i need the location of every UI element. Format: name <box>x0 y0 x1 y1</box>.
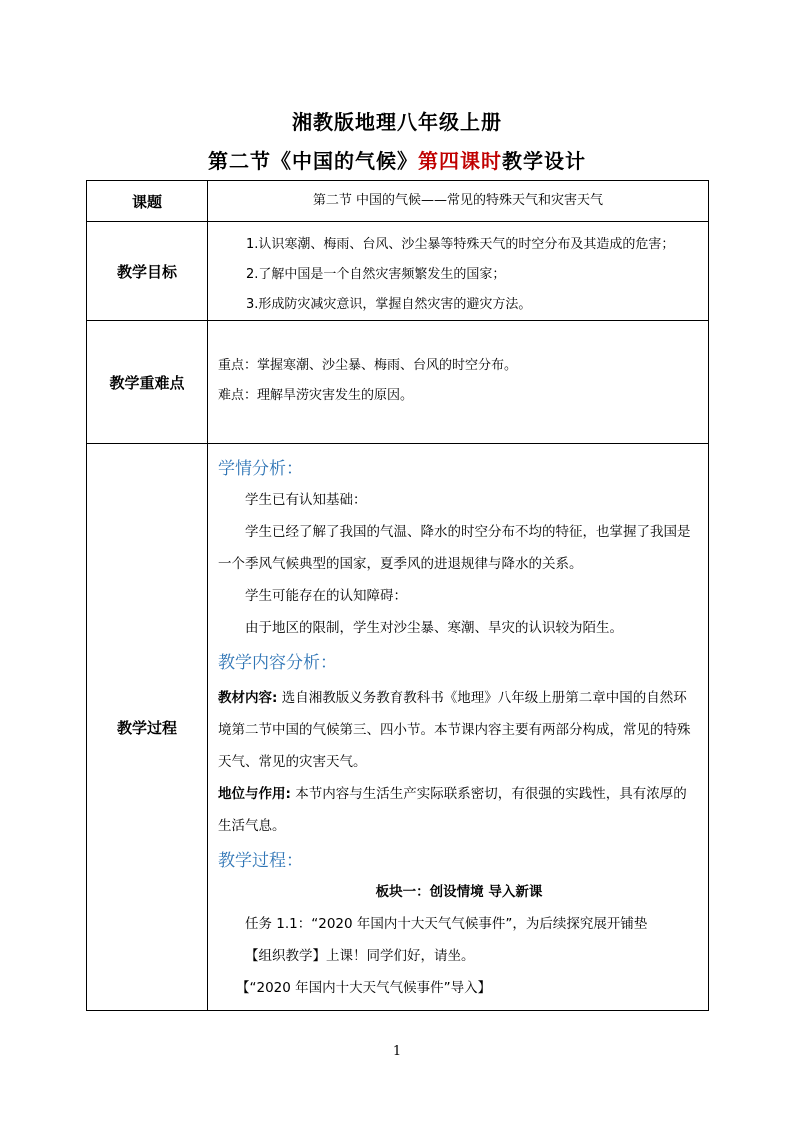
key-points-label: 教学重难点 <box>87 321 208 444</box>
learning-analysis-heading: 学情分析： <box>218 459 303 479</box>
role-label: 地位与作用: <box>218 786 291 802</box>
document-subtitle <box>0 145 794 174</box>
teaching-process-heading: 教学过程： <box>218 851 303 871</box>
key-points-row <box>87 321 709 444</box>
key-point-item: 重点：掌握寒潮、沙尘暴、梅雨、台风的时空分布。 <box>218 358 518 373</box>
paragraph: 学生已经了解了我国的气温、降水的时空分布不均的特征，也掌握了我国是一个季风气候典型的国家，夏季风的进退规律与降水的关系。 <box>218 524 691 572</box>
topic-label: 课题 <box>87 181 208 222</box>
subtitle-part-3: 教学设计 <box>502 149 586 173</box>
key-points-list <box>208 321 708 411</box>
role-text: 本节内容与生活生产实际联系密切，有很强的实践性，具有浓厚的生活气息。 <box>218 786 687 834</box>
lesson-plan-table <box>86 180 709 1011</box>
goal-item: 3.形成防灾减灾意识，掌握自然灾害的避灾方法。 <box>246 297 532 312</box>
goals-label: 教学目标 <box>87 222 208 321</box>
material-text: 选自湘教版义务教育教科书《地理》八年级上册第二章中国的自然环境第二节中国的气候第三、四小节。本节课内容主要有两部分构成，常见的特殊天气、常见的灾害天气。 <box>218 690 691 770</box>
process-row <box>87 444 709 1011</box>
process-content <box>208 444 708 1004</box>
goal-item: 2.了解中国是一个自然灾害频繁发生的国家； <box>246 267 506 282</box>
organize-line: 【组织教学】上课！同学们好，请坐。 <box>245 948 475 964</box>
intro-line: 【“2020 年国内十大天气气候事件”导入】 <box>236 980 492 996</box>
paragraph: 学生可能存在的认知障碍： <box>245 588 407 604</box>
paragraph: 学生已有认知基础： <box>245 492 367 508</box>
page-number: 1 <box>392 1044 402 1059</box>
task-line: 任务 1.1：“2020 年国内十大天气气候事件”，为后续探究展开铺垫 <box>245 916 648 932</box>
content-analysis-heading: 教学内容分析： <box>218 653 337 673</box>
goal-item: 1.认识寒潮、梅雨、台风、沙尘暴等特殊天气的时空分布及其造成的危害； <box>246 237 675 252</box>
topic-row <box>87 181 709 222</box>
paragraph: 由于地区的限制，学生对沙尘暴、寒潮、旱灾的认识较为陌生。 <box>245 620 623 636</box>
role-paragraph <box>218 778 700 842</box>
subtitle-part-1: 第二节《中国的气候》 <box>208 149 418 173</box>
goals-row <box>87 222 709 321</box>
block-title: 板块一：创设情境 导入新课 <box>375 884 543 900</box>
material-paragraph <box>218 682 700 778</box>
material-label: 教材内容: <box>218 690 278 706</box>
subtitle-part-2: 第四课时 <box>418 149 502 173</box>
topic-value: 第二节 中国的气候——常见的特殊天气和灾害天气 <box>312 193 604 208</box>
document-title: 湘教版地理八年级上册 <box>292 110 502 134</box>
process-label: 教学过程 <box>87 444 208 1011</box>
goals-list <box>208 222 708 320</box>
key-point-item: 难点：理解旱涝灾害发生的原因。 <box>218 388 414 403</box>
